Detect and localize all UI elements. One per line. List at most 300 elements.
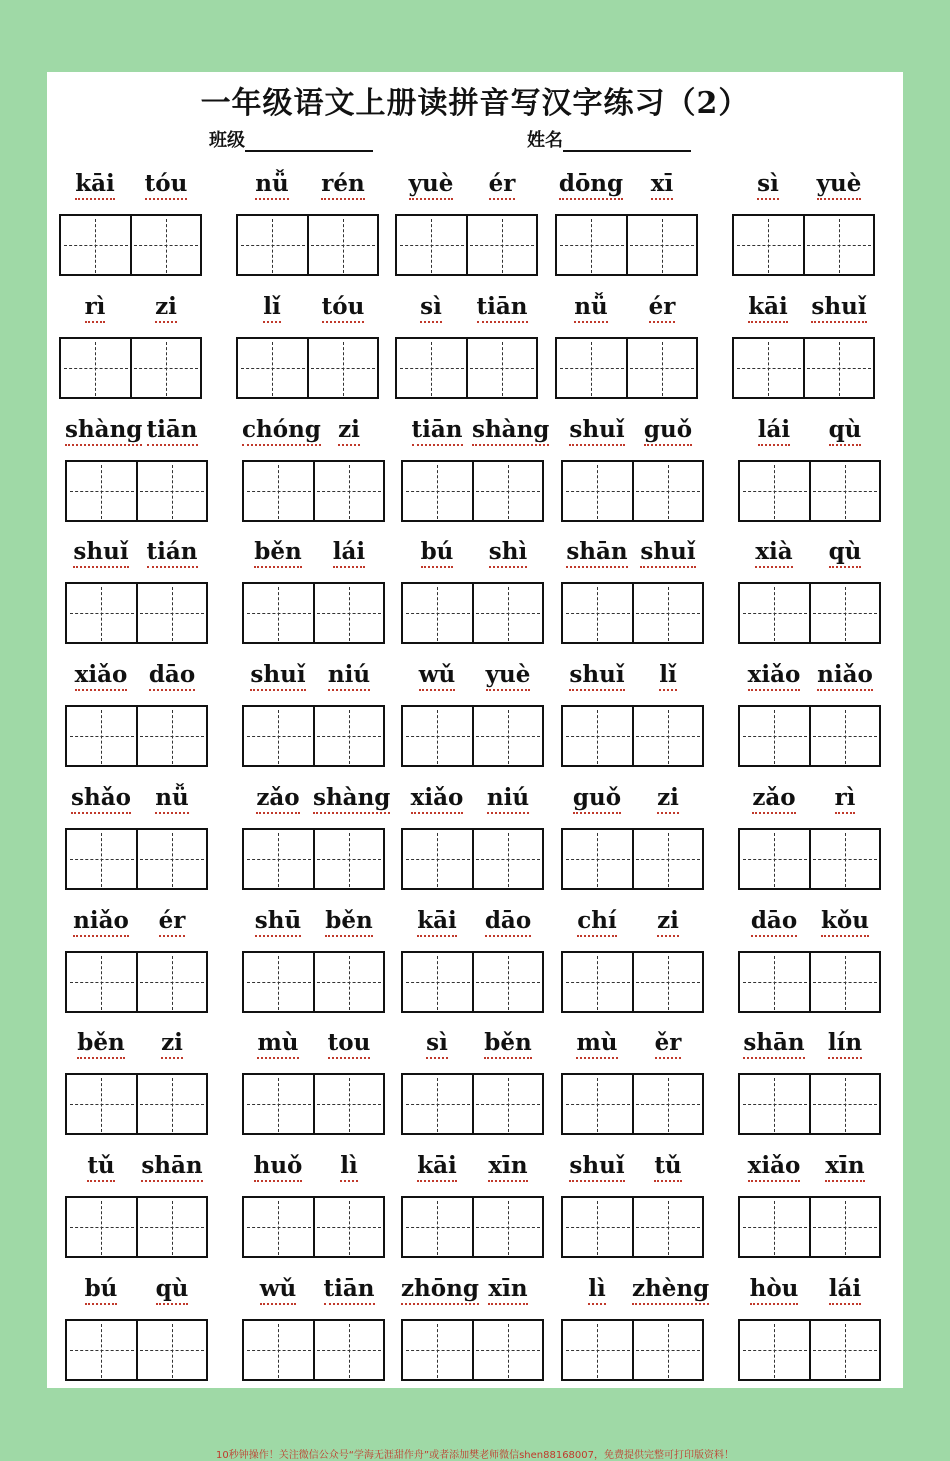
pinyin-syllable [242, 907, 314, 934]
guide-line [247, 491, 311, 492]
pinyin-text: zi [657, 907, 679, 937]
cell-divider [626, 339, 628, 397]
pinyin-syllable [242, 1152, 314, 1179]
pinyin-text: hòu [750, 1275, 799, 1305]
pinyin-text: huǒ [254, 1152, 303, 1182]
pinyin-text: xiǎo [748, 1152, 801, 1182]
writing-grid-box[interactable] [242, 1073, 385, 1135]
writing-grid-box[interactable] [59, 214, 202, 276]
writing-grid-box[interactable] [401, 705, 544, 767]
writing-grid-box[interactable] [738, 705, 881, 767]
pinyin-text: bú [421, 538, 454, 568]
pinyin-syllable [236, 170, 308, 197]
guide-line [839, 342, 840, 396]
guide-line [278, 1078, 279, 1132]
cell-divider [472, 1075, 474, 1133]
pinyin-text: rén [321, 170, 364, 200]
writing-grid-box[interactable] [561, 460, 704, 522]
pinyin-syllable [561, 1275, 633, 1302]
word-item [395, 293, 538, 415]
guide-line [668, 1324, 669, 1378]
cell-divider [809, 462, 811, 520]
pinyin-syllable [561, 661, 633, 688]
word-item [395, 170, 538, 292]
writing-grid-box[interactable] [401, 582, 544, 644]
guide-line [662, 219, 663, 273]
writing-grid-box[interactable] [561, 1319, 704, 1381]
cell-divider [472, 953, 474, 1011]
pinyin-syllable [561, 416, 633, 443]
pinyin-syllable [401, 416, 473, 443]
pinyin-syllable [65, 907, 137, 934]
cell-divider [626, 216, 628, 274]
word-item [738, 416, 881, 538]
writing-grid-box[interactable] [738, 460, 881, 522]
writing-grid-box[interactable] [401, 1196, 544, 1258]
pinyin-syllable [472, 1152, 544, 1179]
pinyin-syllable [242, 1029, 314, 1056]
pinyin-text: shū [255, 907, 301, 937]
pinyin-syllable [632, 538, 704, 565]
pinyin-text: zi [161, 1029, 183, 1059]
writing-grid-box[interactable] [561, 705, 704, 767]
guide-line [406, 982, 470, 983]
writing-grid-box[interactable] [401, 951, 544, 1013]
guide-line [437, 465, 438, 519]
word-item [732, 170, 875, 292]
writing-grid-box[interactable] [65, 1196, 208, 1258]
guide-line [70, 1350, 134, 1351]
exercise-row [47, 661, 903, 783]
exercise-row [47, 784, 903, 906]
writing-grid-box[interactable] [401, 828, 544, 890]
pinyin-syllable [65, 1152, 137, 1179]
writing-grid-box[interactable] [561, 828, 704, 890]
guide-line [101, 587, 102, 641]
guide-line [247, 736, 311, 737]
writing-grid-box[interactable] [242, 460, 385, 522]
writing-grid-box[interactable] [59, 337, 202, 399]
pinyin-text: shān [141, 1152, 202, 1182]
writing-grid-box[interactable] [561, 582, 704, 644]
pinyin-syllable [313, 784, 391, 811]
pinyin-syllable [242, 538, 314, 565]
pinyin-text: kǒu [821, 907, 869, 937]
writing-grid-box[interactable] [65, 951, 208, 1013]
guide-line [406, 1350, 470, 1351]
pinyin-syllable [472, 661, 544, 688]
pinyin-syllable [136, 1152, 208, 1179]
writing-grid-box[interactable] [242, 1319, 385, 1381]
pinyin-text: qù [156, 1275, 189, 1305]
guide-line [406, 1104, 470, 1105]
guide-line [774, 587, 775, 641]
pinyin-syllable [738, 1152, 810, 1179]
pinyin-syllable [242, 416, 321, 443]
pinyin-text: kāi [417, 907, 457, 937]
writing-grid-box[interactable] [65, 1073, 208, 1135]
writing-grid-box[interactable] [242, 1196, 385, 1258]
writing-grid-box[interactable] [738, 1319, 881, 1381]
pinyin-text: shuǐ [569, 416, 624, 446]
pinyin-text: ěr [655, 1029, 682, 1059]
guide-line [247, 613, 311, 614]
guide-line [101, 710, 102, 764]
cell-divider [136, 584, 138, 642]
guide-line [768, 219, 769, 273]
cell-divider [130, 339, 132, 397]
guide-line [597, 1201, 598, 1255]
guide-line [278, 1324, 279, 1378]
word-item [236, 170, 379, 292]
pinyin-syllable [472, 1029, 544, 1056]
pinyin-text: xià [755, 538, 792, 568]
writing-grid-box[interactable] [395, 214, 538, 276]
pinyin-syllable [632, 661, 704, 688]
pinyin-text: běn [254, 538, 301, 568]
guide-line [101, 956, 102, 1010]
pinyin-text: guǒ [573, 784, 621, 814]
guide-line [166, 219, 167, 273]
pinyin-text: dōng [559, 170, 623, 200]
writing-grid-box[interactable] [65, 582, 208, 644]
word-item [65, 538, 208, 660]
writing-grid-box[interactable] [242, 951, 385, 1013]
pinyin-text: tiān [147, 416, 198, 446]
guide-line [560, 368, 624, 369]
guide-line [566, 1104, 630, 1105]
cell-divider [313, 1198, 315, 1256]
pinyin-syllable [561, 1029, 633, 1056]
cell-divider [809, 1075, 811, 1133]
guide-line [768, 342, 769, 396]
pinyin-syllable [130, 293, 202, 320]
word-item [401, 1029, 544, 1151]
pinyin-syllable [395, 170, 467, 197]
pinyin-text: chí [577, 907, 616, 937]
exercise-row [47, 170, 903, 292]
writing-grid-box[interactable] [555, 214, 698, 276]
writing-grid-box[interactable] [401, 1319, 544, 1381]
word-item [65, 907, 208, 1029]
word-item [401, 538, 544, 660]
pinyin-text: zhèng [632, 1275, 709, 1305]
word-item [561, 784, 704, 906]
writing-grid-box[interactable] [242, 828, 385, 890]
writing-grid-box[interactable] [738, 1196, 881, 1258]
cell-divider [809, 953, 811, 1011]
word-item [561, 1152, 704, 1274]
cell-divider [632, 1075, 634, 1133]
word-item [732, 293, 875, 415]
pinyin-text: běn [77, 1029, 124, 1059]
writing-grid-box[interactable] [555, 337, 698, 399]
guide-line [597, 710, 598, 764]
guide-line [349, 956, 350, 1010]
pinyin-syllable [242, 1275, 314, 1302]
writing-grid-box[interactable] [401, 1073, 544, 1135]
pinyin-syllable [732, 293, 804, 320]
pinyin-syllable [738, 907, 810, 934]
pinyin-syllable [632, 784, 704, 811]
exercise-row [47, 1152, 903, 1274]
pinyin-text: mù [576, 1029, 617, 1059]
writing-grid-box[interactable] [738, 1073, 881, 1135]
guide-line [172, 1078, 173, 1132]
word-item [242, 1029, 385, 1151]
pinyin-text: shì [489, 538, 527, 568]
pinyin-syllable [401, 661, 473, 688]
cell-divider [803, 339, 805, 397]
word-item [738, 907, 881, 1029]
name-field [527, 126, 691, 154]
pinyin-text: dāo [149, 661, 195, 691]
exercise-row [47, 538, 903, 660]
cell-divider [632, 462, 634, 520]
pinyin-syllable [632, 416, 704, 443]
guide-line [737, 368, 801, 369]
guide-line [278, 465, 279, 519]
guide-line [172, 587, 173, 641]
guide-line [349, 465, 350, 519]
word-item [561, 538, 704, 660]
writing-grid-box[interactable] [65, 460, 208, 522]
cell-divider [809, 1198, 811, 1256]
pinyin-text: xīn [488, 1152, 527, 1182]
pinyin-text: zǎo [256, 784, 299, 814]
cell-divider [472, 1321, 474, 1379]
pinyin-text: nǚ [155, 784, 188, 814]
pinyin-text: shuǐ [640, 538, 695, 568]
guide-line [247, 982, 311, 983]
guide-line [400, 245, 464, 246]
pinyin-text: niǎo [73, 907, 129, 937]
pinyin-syllable [313, 538, 385, 565]
writing-grid-box[interactable] [242, 705, 385, 767]
guide-line [668, 587, 669, 641]
guide-line [566, 982, 630, 983]
class-label: 班级 [209, 130, 245, 151]
guide-line [668, 710, 669, 764]
guide-line [597, 956, 598, 1010]
pinyin-syllable [738, 784, 810, 811]
guide-line [597, 465, 598, 519]
pinyin-text: mù [257, 1029, 298, 1059]
guide-line [172, 1201, 173, 1255]
word-item [65, 784, 208, 906]
guide-line [668, 1201, 669, 1255]
pinyin-text: shuǐ [569, 1152, 624, 1182]
word-item [242, 661, 385, 783]
cell-divider [632, 1198, 634, 1256]
word-item [738, 661, 881, 783]
cell-divider [472, 462, 474, 520]
writing-grid-box[interactable] [738, 951, 881, 1013]
guide-line [272, 219, 273, 273]
pinyin-syllable [809, 784, 881, 811]
pinyin-text: lǐ [659, 661, 676, 691]
pinyin-syllable [65, 1029, 137, 1056]
word-item [65, 661, 208, 783]
pinyin-text: lì [588, 1275, 605, 1305]
pinyin-text: yuè [486, 661, 531, 691]
cell-divider [136, 1075, 138, 1133]
guide-line [737, 245, 801, 246]
guide-line [508, 1078, 509, 1132]
exercise-row [47, 907, 903, 1029]
pinyin-text: rì [85, 293, 106, 323]
pinyin-text: tóu [322, 293, 365, 323]
word-item [561, 907, 704, 1029]
worksheet-paper [47, 72, 903, 1388]
word-item [242, 784, 391, 906]
guide-line [406, 859, 470, 860]
pinyin-syllable [401, 1152, 473, 1179]
guide-line [400, 368, 464, 369]
pinyin-syllable [738, 538, 810, 565]
guide-line [349, 587, 350, 641]
pinyin-syllable [401, 1029, 473, 1056]
writing-grid-box[interactable] [561, 1073, 704, 1135]
pinyin-text: rì [835, 784, 856, 814]
pinyin-text: nǚ [574, 293, 607, 323]
pinyin-text: niú [487, 784, 529, 814]
guide-line [278, 1201, 279, 1255]
word-item [738, 784, 881, 906]
guide-line [566, 1227, 630, 1228]
guide-line [70, 613, 134, 614]
guide-line [95, 219, 96, 273]
cell-divider [313, 1075, 315, 1133]
writing-grid-box[interactable] [242, 582, 385, 644]
writing-grid-box[interactable] [732, 214, 875, 276]
pinyin-text: lǐ [263, 293, 280, 323]
pinyin-syllable [626, 170, 698, 197]
guide-line [101, 1324, 102, 1378]
cell-divider [136, 953, 138, 1011]
guide-line [845, 1201, 846, 1255]
guide-line [743, 859, 807, 860]
pinyin-syllable [803, 170, 875, 197]
pinyin-text: shàng [65, 416, 142, 446]
writing-grid-box[interactable] [236, 337, 379, 399]
pinyin-text: shǎo [71, 784, 131, 814]
word-item [242, 1152, 385, 1274]
writing-grid-box[interactable] [65, 1319, 208, 1381]
word-item [401, 1275, 544, 1397]
pinyin-text: zi [657, 784, 679, 814]
pinyin-text: lái [333, 538, 365, 568]
guide-line [349, 833, 350, 887]
pinyin-text: qù [829, 416, 862, 446]
pinyin-text: niú [328, 661, 370, 691]
pinyin-syllable [136, 416, 208, 443]
pinyin-text: xīn [488, 1275, 527, 1305]
guide-line [774, 833, 775, 887]
pinyin-syllable [242, 661, 314, 688]
pinyin-text: xiǎo [411, 784, 464, 814]
pinyin-syllable [313, 1275, 385, 1302]
cell-divider [472, 1198, 474, 1256]
guide-line [437, 833, 438, 887]
guide-line [502, 219, 503, 273]
pinyin-syllable [401, 538, 473, 565]
pinyin-syllable [130, 170, 202, 197]
pinyin-syllable [59, 293, 131, 320]
guide-line [437, 1078, 438, 1132]
pinyin-text: kāi [748, 293, 788, 323]
pinyin-syllable [307, 170, 379, 197]
cell-divider [472, 707, 474, 765]
pinyin-text: lín [828, 1029, 862, 1059]
writing-grid-box[interactable] [738, 582, 881, 644]
guide-line [101, 465, 102, 519]
guide-line [70, 491, 134, 492]
writing-grid-box[interactable] [732, 337, 875, 399]
guide-line [172, 833, 173, 887]
pinyin-syllable [809, 538, 881, 565]
pinyin-syllable [632, 1152, 704, 1179]
writing-grid-box[interactable] [395, 337, 538, 399]
pinyin-syllable [401, 1275, 479, 1302]
pinyin-syllable [472, 538, 544, 565]
guide-line [743, 1227, 807, 1228]
pinyin-text: tiān [412, 416, 463, 446]
guide-line [172, 1324, 173, 1378]
guide-line [437, 956, 438, 1010]
word-item [561, 1029, 704, 1151]
cell-divider [472, 584, 474, 642]
word-item [401, 907, 544, 1029]
name-input-line[interactable] [563, 130, 691, 152]
guide-line [241, 368, 305, 369]
guide-line [774, 1078, 775, 1132]
writing-grid-box[interactable] [65, 828, 208, 890]
pinyin-text: tóu [145, 170, 188, 200]
pinyin-syllable [65, 1275, 137, 1302]
cell-divider [313, 953, 315, 1011]
guide-line [101, 1078, 102, 1132]
writing-grid-box[interactable] [401, 460, 544, 522]
writing-grid-box[interactable] [65, 705, 208, 767]
writing-grid-box[interactable] [738, 828, 881, 890]
class-input-line[interactable] [245, 130, 373, 152]
guide-line [743, 1350, 807, 1351]
cell-divider [632, 584, 634, 642]
guide-line [101, 1201, 102, 1255]
guide-line [508, 710, 509, 764]
pinyin-syllable [732, 170, 804, 197]
pinyin-syllable [561, 784, 633, 811]
guide-line [64, 368, 128, 369]
guide-line [406, 736, 470, 737]
word-item [65, 1029, 208, 1151]
writing-grid-box[interactable] [236, 214, 379, 276]
word-item [738, 1275, 881, 1397]
guide-line [437, 1201, 438, 1255]
guide-line [774, 1201, 775, 1255]
guide-line [278, 710, 279, 764]
pinyin-text: xīn [825, 1152, 864, 1182]
pinyin-text: wǔ [260, 1275, 297, 1305]
guide-line [774, 1324, 775, 1378]
pinyin-syllable [809, 416, 881, 443]
writing-grid-box[interactable] [561, 951, 704, 1013]
writing-grid-box[interactable] [561, 1196, 704, 1258]
pinyin-syllable [632, 1029, 704, 1056]
guide-line [774, 956, 775, 1010]
cell-divider [632, 953, 634, 1011]
